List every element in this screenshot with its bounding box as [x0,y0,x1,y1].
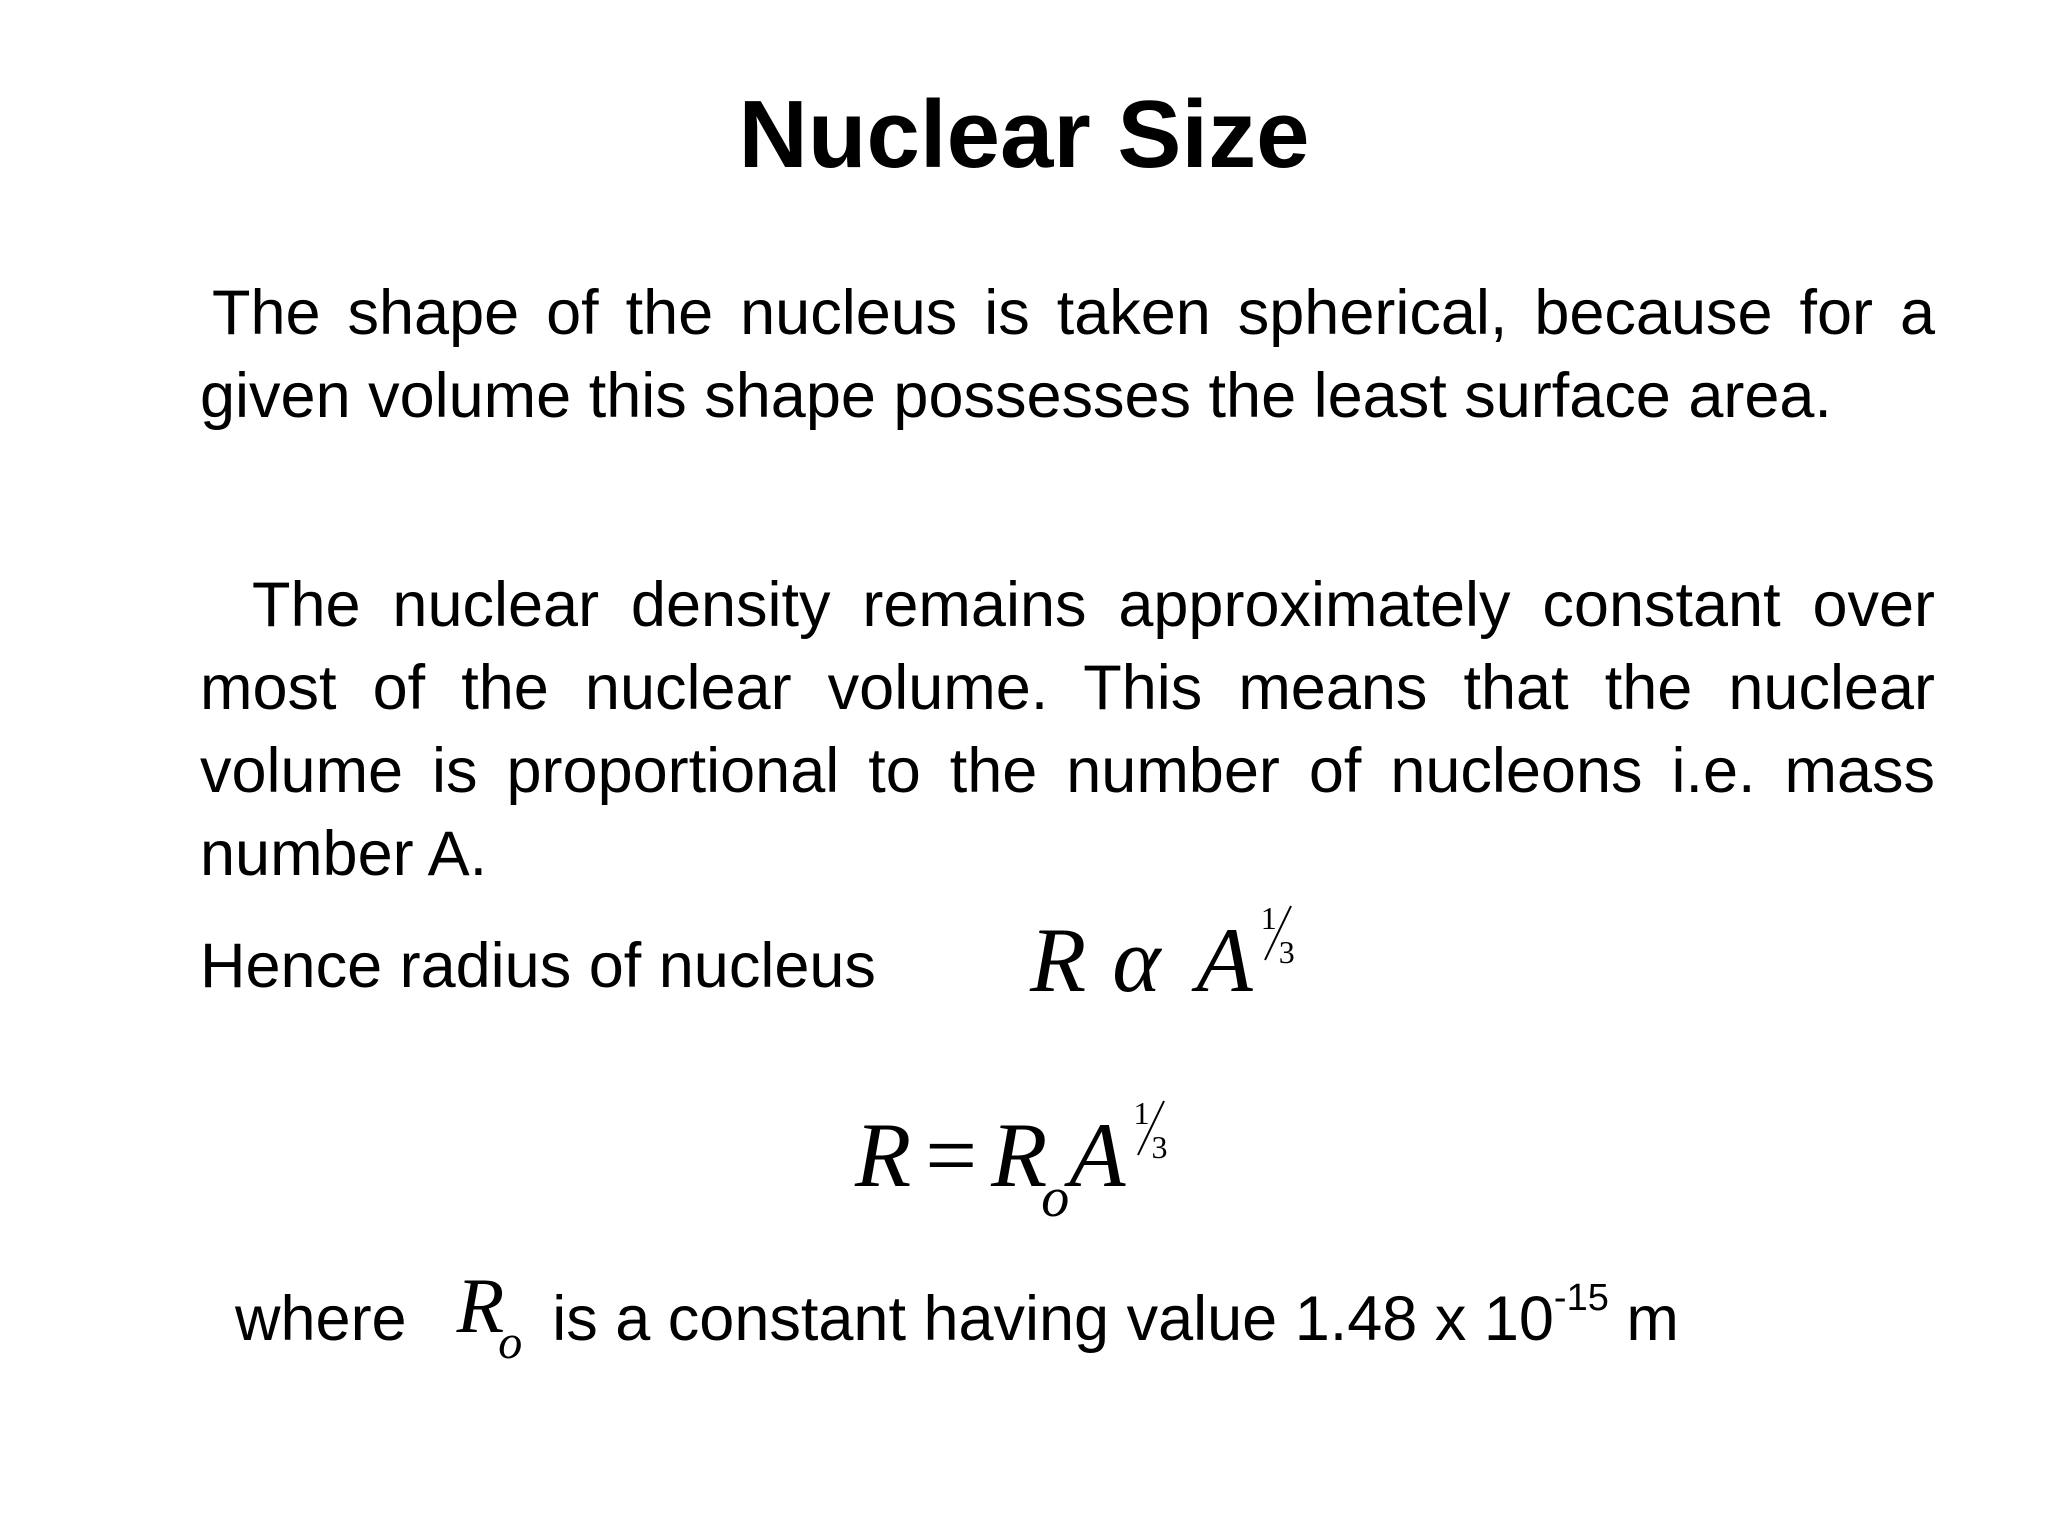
equation-exponent-one-third [1126,1095,1172,1165]
alpha-symbol: α [1112,909,1161,1011]
formula-r: R [1030,909,1087,1011]
slide-title: Nuclear Size [738,81,1310,188]
formula-a: A [1196,909,1253,1011]
constant-value-text: is a constant having value 1.48 x 10 [552,1284,1554,1354]
paragraph-density: The nuclear density remains approximately constant over most of the nuclear volume. This means that the nuclear volume is proportional to the number of nucleons i.e. mass number A. [200,570,1935,889]
equation-r-const: R [991,1104,1048,1206]
equation-exponent-denominator: 3 [1151,1129,1168,1165]
ro-subscript: o [498,1316,523,1369]
ro-symbol [456,1262,523,1369]
constant-unit: m [1626,1284,1679,1354]
ro-letter: R [456,1262,505,1349]
hence-label: Hence radius of nucleus [200,931,876,1001]
equation-exponent-numerator: 1 [1133,1095,1150,1131]
equation-a: A [1069,1104,1126,1206]
radius-equation [855,1095,1172,1229]
constant-definition [235,1262,1679,1369]
exponent-numerator: 1 [1260,900,1277,936]
equation-r: R [855,1104,912,1206]
proportionality-formula [1030,900,1299,1011]
where-label: where [235,1284,407,1354]
paragraph-shape: The shape of the nucleus is taken spherical, because for a given volume this shape possesses the least surface area. [200,278,1935,431]
equals-sign: = [925,1104,978,1206]
equation-subscript-o: o [1041,1167,1070,1229]
exponent-denominator: 3 [1278,934,1295,970]
exponent-one-third [1253,900,1299,970]
constant-exponent: -15 [1553,1277,1609,1319]
